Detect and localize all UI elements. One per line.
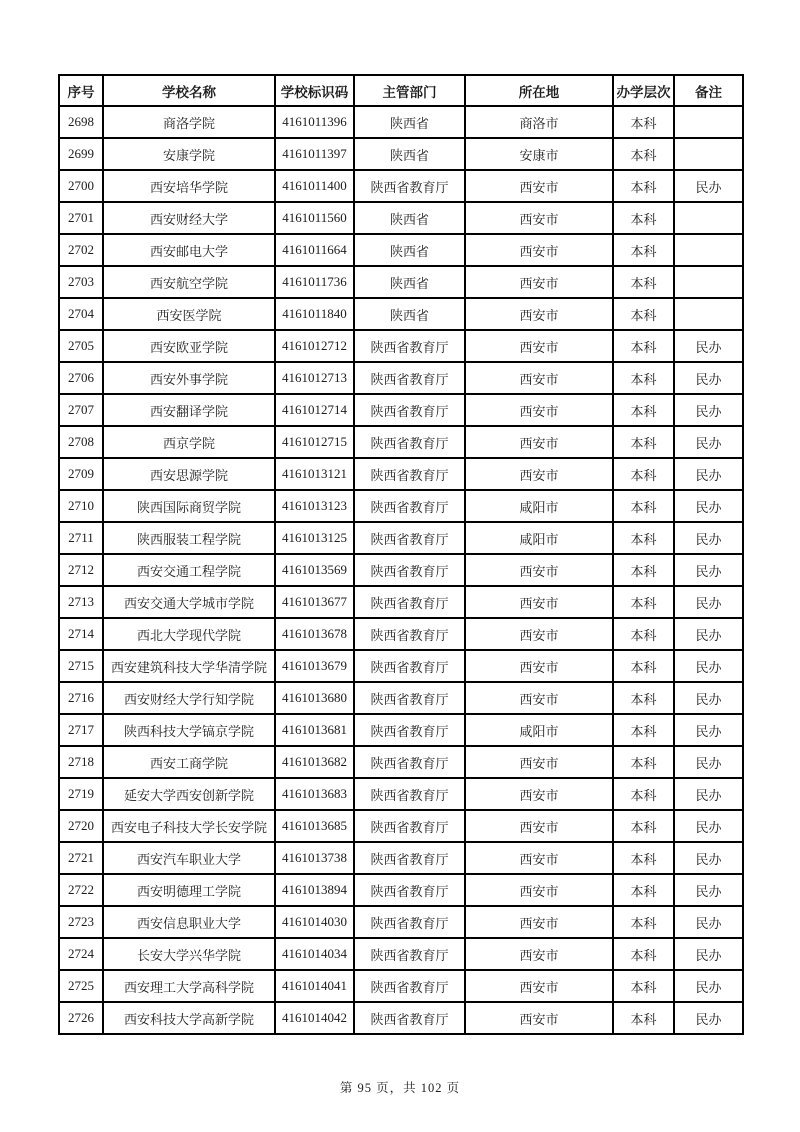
cell-level: 本科 (613, 810, 674, 842)
cell-school-name: 陕西国际商贸学院 (103, 490, 275, 522)
cell-remark: 民办 (674, 330, 743, 362)
cell-school-code: 4161014041 (275, 970, 354, 1002)
cell-school-name: 西安电子科技大学长安学院 (103, 810, 275, 842)
cell-location: 咸阳市 (465, 522, 613, 554)
cell-school-name: 西安交通工程学院 (103, 554, 275, 586)
cell-school-name: 西京学院 (103, 426, 275, 458)
cell-index: 2704 (59, 298, 103, 330)
cell-index: 2718 (59, 746, 103, 778)
cell-school-code: 4161013678 (275, 618, 354, 650)
table-row (59, 330, 743, 362)
cell-level: 本科 (613, 138, 674, 170)
cell-index: 2710 (59, 490, 103, 522)
cell-school-name: 西安翻译学院 (103, 394, 275, 426)
cell-index: 2700 (59, 170, 103, 202)
cell-department: 陕西省 (354, 138, 465, 170)
cell-remark: 民办 (674, 842, 743, 874)
cell-school-code: 4161013679 (275, 650, 354, 682)
cell-index: 2713 (59, 586, 103, 618)
cell-department: 陕西省教育厅 (354, 714, 465, 746)
cell-index: 2709 (59, 458, 103, 490)
cell-index: 2714 (59, 618, 103, 650)
table-row (59, 842, 743, 874)
table-row (59, 682, 743, 714)
cell-school-code: 4161013683 (275, 778, 354, 810)
cell-remark (674, 266, 743, 298)
cell-remark (674, 202, 743, 234)
cell-location: 西安市 (465, 778, 613, 810)
cell-school-name: 西安欧亚学院 (103, 330, 275, 362)
cell-department: 陕西省教育厅 (354, 490, 465, 522)
cell-school-code: 4161014034 (275, 938, 354, 970)
table-row (59, 362, 743, 394)
cell-school-name: 长安大学兴华学院 (103, 938, 275, 970)
cell-location: 安康市 (465, 138, 613, 170)
cell-remark (674, 234, 743, 266)
cell-index: 2725 (59, 970, 103, 1002)
cell-school-name: 西安建筑科技大学华清学院 (103, 650, 275, 682)
cell-index: 2723 (59, 906, 103, 938)
cell-location: 西安市 (465, 618, 613, 650)
cell-remark: 民办 (674, 970, 743, 1002)
cell-department: 陕西省教育厅 (354, 746, 465, 778)
cell-school-name: 西安财经大学 (103, 202, 275, 234)
table-row (59, 746, 743, 778)
cell-location: 西安市 (465, 906, 613, 938)
cell-department: 陕西省教育厅 (354, 778, 465, 810)
cell-index: 2724 (59, 938, 103, 970)
cell-location: 西安市 (465, 362, 613, 394)
cell-department: 陕西省教育厅 (354, 810, 465, 842)
table-row (59, 586, 743, 618)
cell-remark (674, 138, 743, 170)
cell-department: 陕西省教育厅 (354, 426, 465, 458)
cell-location: 西安市 (465, 874, 613, 906)
cell-location: 西安市 (465, 746, 613, 778)
cell-index: 2701 (59, 202, 103, 234)
cell-level: 本科 (613, 522, 674, 554)
cell-location: 西安市 (465, 330, 613, 362)
cell-remark: 民办 (674, 810, 743, 842)
cell-level: 本科 (613, 1002, 674, 1034)
cell-location: 西安市 (465, 938, 613, 970)
table-row (59, 394, 743, 426)
cell-school-name: 西安思源学院 (103, 458, 275, 490)
cell-school-name: 陕西服装工程学院 (103, 522, 275, 554)
table-row (59, 234, 743, 266)
cell-index: 2705 (59, 330, 103, 362)
cell-remark: 民办 (674, 618, 743, 650)
table-row (59, 426, 743, 458)
cell-level: 本科 (613, 650, 674, 682)
cell-school-code: 4161013125 (275, 522, 354, 554)
cell-department: 陕西省教育厅 (354, 458, 465, 490)
cell-school-name: 西安医学院 (103, 298, 275, 330)
cell-school-code: 4161013680 (275, 682, 354, 714)
cell-department: 陕西省教育厅 (354, 618, 465, 650)
table-body (59, 106, 743, 1034)
cell-department: 陕西省 (354, 266, 465, 298)
cell-location: 西安市 (465, 234, 613, 266)
cell-index: 2715 (59, 650, 103, 682)
cell-school-code: 4161011664 (275, 234, 354, 266)
cell-remark: 民办 (674, 682, 743, 714)
cell-location: 西安市 (465, 266, 613, 298)
cell-school-code: 4161011400 (275, 170, 354, 202)
cell-department: 陕西省教育厅 (354, 394, 465, 426)
cell-location: 西安市 (465, 970, 613, 1002)
cell-level: 本科 (613, 362, 674, 394)
cell-level: 本科 (613, 874, 674, 906)
cell-remark: 民办 (674, 458, 743, 490)
cell-school-code: 4161013677 (275, 586, 354, 618)
table-row (59, 202, 743, 234)
table-row (59, 1002, 743, 1034)
cell-level: 本科 (613, 682, 674, 714)
cell-school-name: 西安培华学院 (103, 170, 275, 202)
cell-school-name: 西安信息职业大学 (103, 906, 275, 938)
header-department: 主管部门 (354, 75, 465, 106)
cell-school-name: 西安外事学院 (103, 362, 275, 394)
cell-school-name: 西安财经大学行知学院 (103, 682, 275, 714)
table-header (59, 75, 743, 106)
table-row (59, 938, 743, 970)
cell-school-name: 西安工商学院 (103, 746, 275, 778)
cell-level: 本科 (613, 202, 674, 234)
cell-index: 2708 (59, 426, 103, 458)
cell-department: 陕西省 (354, 202, 465, 234)
cell-school-code: 4161012712 (275, 330, 354, 362)
cell-remark: 民办 (674, 522, 743, 554)
cell-remark: 民办 (674, 650, 743, 682)
cell-school-name: 西安汽车职业大学 (103, 842, 275, 874)
header-school-name: 学校名称 (103, 75, 275, 106)
cell-level: 本科 (613, 938, 674, 970)
table-row (59, 490, 743, 522)
cell-department: 陕西省教育厅 (354, 906, 465, 938)
cell-department: 陕西省教育厅 (354, 682, 465, 714)
header-school-code: 学校标识码 (275, 75, 354, 106)
cell-school-name: 商洛学院 (103, 106, 275, 138)
cell-level: 本科 (613, 490, 674, 522)
cell-school-name: 西安明德理工学院 (103, 874, 275, 906)
cell-index: 2698 (59, 106, 103, 138)
cell-index: 2702 (59, 234, 103, 266)
cell-remark: 民办 (674, 362, 743, 394)
cell-location: 西安市 (465, 554, 613, 586)
cell-school-code: 4161011396 (275, 106, 354, 138)
cell-level: 本科 (613, 970, 674, 1002)
cell-location: 西安市 (465, 842, 613, 874)
cell-location: 西安市 (465, 394, 613, 426)
table-row (59, 298, 743, 330)
cell-remark: 民办 (674, 170, 743, 202)
table-row (59, 618, 743, 650)
cell-level: 本科 (613, 458, 674, 490)
cell-department: 陕西省教育厅 (354, 170, 465, 202)
cell-school-code: 4161012713 (275, 362, 354, 394)
cell-level: 本科 (613, 298, 674, 330)
cell-department: 陕西省教育厅 (354, 970, 465, 1002)
cell-remark: 民办 (674, 554, 743, 586)
cell-index: 2703 (59, 266, 103, 298)
cell-department: 陕西省教育厅 (354, 586, 465, 618)
cell-school-name: 西安航空学院 (103, 266, 275, 298)
cell-index: 2719 (59, 778, 103, 810)
cell-department: 陕西省 (354, 234, 465, 266)
cell-school-code: 4161013123 (275, 490, 354, 522)
header-location: 所在地 (465, 75, 613, 106)
cell-level: 本科 (613, 394, 674, 426)
table-row (59, 970, 743, 1002)
cell-school-name: 延安大学西安创新学院 (103, 778, 275, 810)
cell-school-code: 4161011560 (275, 202, 354, 234)
cell-school-name: 陕西科技大学镐京学院 (103, 714, 275, 746)
cell-location: 西安市 (465, 458, 613, 490)
cell-location: 西安市 (465, 682, 613, 714)
cell-remark: 民办 (674, 586, 743, 618)
school-table-container (58, 74, 742, 1035)
cell-school-code: 4161013681 (275, 714, 354, 746)
cell-level: 本科 (613, 842, 674, 874)
cell-remark: 民办 (674, 906, 743, 938)
cell-location: 西安市 (465, 426, 613, 458)
cell-level: 本科 (613, 330, 674, 362)
cell-school-code: 4161013569 (275, 554, 354, 586)
cell-remark: 民办 (674, 490, 743, 522)
cell-level: 本科 (613, 170, 674, 202)
cell-index: 2716 (59, 682, 103, 714)
cell-school-code: 4161012715 (275, 426, 354, 458)
cell-school-code: 4161014042 (275, 1002, 354, 1034)
cell-department: 陕西省教育厅 (354, 874, 465, 906)
table-row (59, 778, 743, 810)
table-row (59, 810, 743, 842)
cell-school-name: 西安邮电大学 (103, 234, 275, 266)
cell-department: 陕西省教育厅 (354, 554, 465, 586)
cell-location: 西安市 (465, 202, 613, 234)
table-row (59, 458, 743, 490)
cell-level: 本科 (613, 906, 674, 938)
cell-index: 2699 (59, 138, 103, 170)
table-row (59, 714, 743, 746)
cell-location: 西安市 (465, 1002, 613, 1034)
cell-school-code: 4161014030 (275, 906, 354, 938)
table-row (59, 554, 743, 586)
cell-remark: 民办 (674, 394, 743, 426)
table-row (59, 522, 743, 554)
cell-department: 陕西省教育厅 (354, 330, 465, 362)
cell-index: 2717 (59, 714, 103, 746)
cell-level: 本科 (613, 554, 674, 586)
cell-location: 咸阳市 (465, 490, 613, 522)
cell-school-code: 4161012714 (275, 394, 354, 426)
cell-level: 本科 (613, 746, 674, 778)
cell-level: 本科 (613, 234, 674, 266)
cell-school-code: 4161011736 (275, 266, 354, 298)
table-row (59, 266, 743, 298)
cell-school-code: 4161013685 (275, 810, 354, 842)
cell-school-code: 4161013894 (275, 874, 354, 906)
cell-index: 2726 (59, 1002, 103, 1034)
school-list-table (58, 74, 744, 1035)
cell-location: 西安市 (465, 586, 613, 618)
cell-remark: 民办 (674, 746, 743, 778)
cell-index: 2712 (59, 554, 103, 586)
cell-remark: 民办 (674, 938, 743, 970)
cell-remark: 民办 (674, 714, 743, 746)
cell-remark: 民办 (674, 874, 743, 906)
table-row (59, 650, 743, 682)
cell-department: 陕西省 (354, 106, 465, 138)
cell-index: 2720 (59, 810, 103, 842)
header-remark: 备注 (674, 75, 743, 106)
table-row (59, 138, 743, 170)
cell-level: 本科 (613, 586, 674, 618)
cell-level: 本科 (613, 618, 674, 650)
cell-school-code: 4161013682 (275, 746, 354, 778)
cell-school-code: 4161013738 (275, 842, 354, 874)
cell-index: 2721 (59, 842, 103, 874)
page-number-footer: 第 95 页，共 102 页 (339, 1081, 461, 1095)
cell-department: 陕西省 (354, 298, 465, 330)
table-row (59, 106, 743, 138)
cell-remark: 民办 (674, 1002, 743, 1034)
table-row (59, 170, 743, 202)
cell-school-code: 4161011840 (275, 298, 354, 330)
cell-school-name: 西北大学现代学院 (103, 618, 275, 650)
cell-level: 本科 (613, 714, 674, 746)
cell-department: 陕西省教育厅 (354, 362, 465, 394)
cell-remark (674, 106, 743, 138)
cell-location: 西安市 (465, 650, 613, 682)
cell-department: 陕西省教育厅 (354, 650, 465, 682)
cell-index: 2711 (59, 522, 103, 554)
table-row (59, 906, 743, 938)
cell-department: 陕西省教育厅 (354, 842, 465, 874)
cell-department: 陕西省教育厅 (354, 1002, 465, 1034)
cell-school-name: 西安科技大学高新学院 (103, 1002, 275, 1034)
header-row (59, 75, 743, 106)
cell-location: 西安市 (465, 298, 613, 330)
cell-school-code: 4161011397 (275, 138, 354, 170)
cell-remark: 民办 (674, 426, 743, 458)
cell-school-name: 西安交通大学城市学院 (103, 586, 275, 618)
header-level: 办学层次 (613, 75, 674, 106)
cell-level: 本科 (613, 778, 674, 810)
table-row (59, 874, 743, 906)
cell-school-name: 安康学院 (103, 138, 275, 170)
cell-level: 本科 (613, 106, 674, 138)
cell-department: 陕西省教育厅 (354, 938, 465, 970)
cell-school-code: 4161013121 (275, 458, 354, 490)
header-index: 序号 (59, 75, 103, 106)
cell-index: 2707 (59, 394, 103, 426)
cell-level: 本科 (613, 266, 674, 298)
cell-index: 2706 (59, 362, 103, 394)
cell-level: 本科 (613, 426, 674, 458)
cell-remark: 民办 (674, 778, 743, 810)
cell-location: 西安市 (465, 810, 613, 842)
cell-school-name: 西安理工大学高科学院 (103, 970, 275, 1002)
cell-index: 2722 (59, 874, 103, 906)
cell-department: 陕西省教育厅 (354, 522, 465, 554)
cell-location: 西安市 (465, 170, 613, 202)
cell-location: 商洛市 (465, 106, 613, 138)
cell-location: 咸阳市 (465, 714, 613, 746)
cell-remark (674, 298, 743, 330)
